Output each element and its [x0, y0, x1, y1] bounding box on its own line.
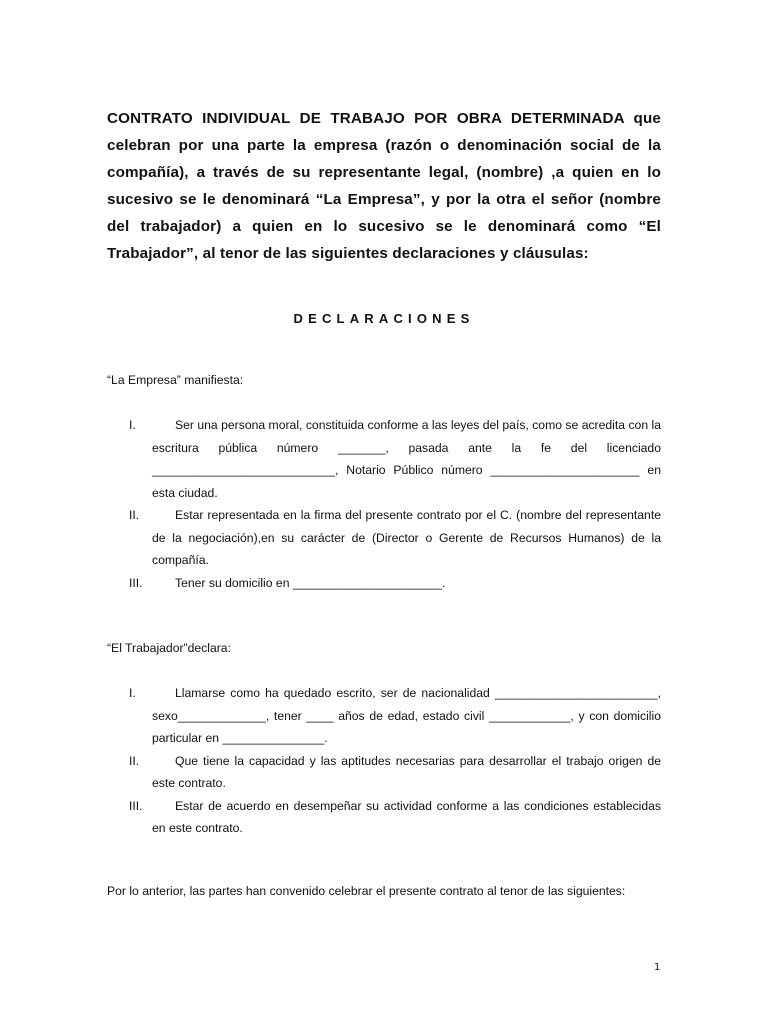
trabajador-declarations-list — [107, 682, 661, 840]
list-numeral: II. — [129, 753, 140, 768]
list-numeral: II. — [129, 508, 140, 522]
list-item-text: Ser una persona moral, constituida conforme a las leyes del país, como se acredita con la escritura pública número _______, pasada ante la fe del licenciado ___________________________, Notario Público número ______________________ en esta ciudad. — [152, 418, 661, 500]
closing-paragraph: Por lo anterior, las partes han convenido celebrar el presente contrato al tenor de las siguientes: — [107, 884, 626, 898]
list-item — [107, 795, 661, 840]
empresa-declarations-list — [107, 414, 661, 594]
declarations-heading: DECLARACIONES — [293, 311, 475, 326]
list-item — [107, 750, 661, 795]
page-number: 1 — [654, 962, 661, 973]
list-item — [107, 504, 661, 572]
list-item — [107, 572, 661, 595]
list-numeral: III. — [129, 798, 143, 813]
list-item — [107, 414, 661, 504]
list-item-text: Estar representada en la firma del presente contrato por el C. (nombre del representante de la negociación),en su carácter de (Director o Gerente de Recursos Humanos) de la compañía. — [152, 508, 661, 567]
list-numeral: I. — [129, 418, 136, 432]
list-item-text: Tener su domicilio en ______________________. — [175, 575, 446, 590]
list-numeral: I. — [129, 686, 136, 700]
contract-intro-paragraph: CONTRATO INDIVIDUAL DE TRABAJO POR OBRA DETERMINADA que celebran por una parte la empresa (razón o denominación social de la compañía), a través de su representante legal, (nombre) ,a quien en lo sucesivo se le denominará “La Empresa”, y por la otra el señor (nombre del trabajador) a quien en lo sucesivo se le denominará como “El Trabajador”, al tenor de las siguientes declaraciones y cláusulas: — [107, 110, 661, 262]
list-item-text: Que tiene la capacidad y las aptitudes necesarias para desarrollar el trabajo origen de este contrato. — [152, 753, 661, 790]
list-numeral: III. — [129, 575, 143, 590]
list-item-text: Llamarse como ha quedado escrito, ser de nacionalidad ________________________, sexo_____________, tener ____ años de edad, estado civil ____________, y con domicilio particular en _______________. — [152, 686, 661, 745]
empresa-section-label: “La Empresa” manifiesta: — [107, 373, 244, 387]
list-item — [107, 682, 661, 750]
trabajador-section-label: “El Trabajador”declara: — [107, 641, 231, 655]
list-item-text: Estar de acuerdo en desempeñar su actividad conforme a las condiciones establecidas en este contrato. — [152, 798, 661, 835]
